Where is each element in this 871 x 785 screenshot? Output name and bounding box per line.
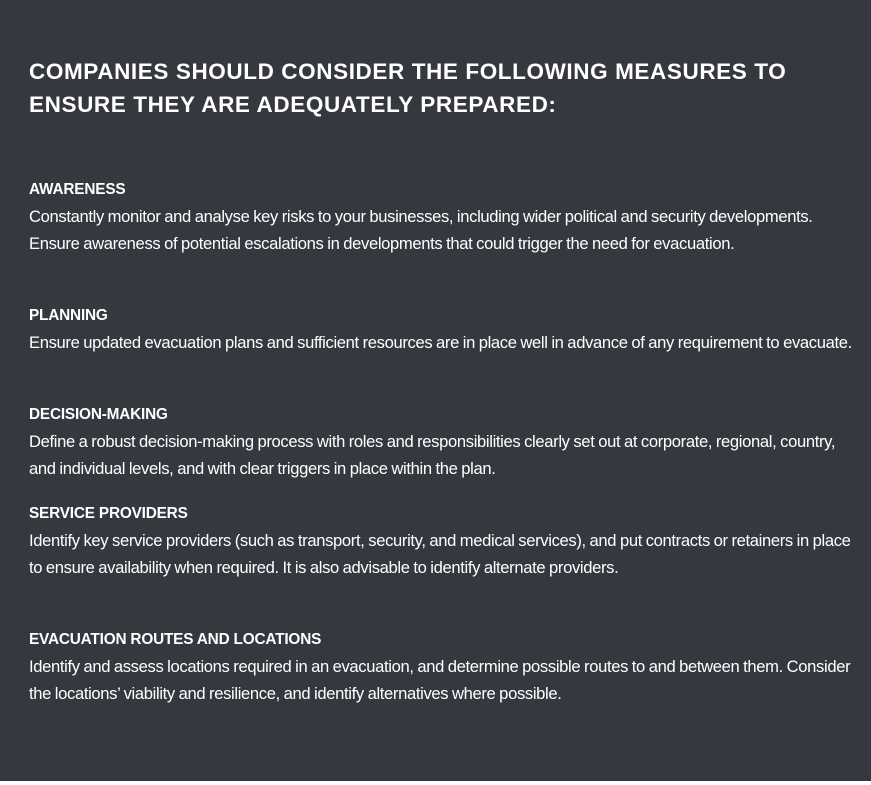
section-body: Ensure updated evacuation plans and sufficient resources are in place well in advance of any requirement to evacuate. (29, 333, 852, 352)
section-evacuation-routes (29, 630, 859, 707)
page-title: COMPANIES SHOULD CONSIDER THE FOLLOWING MEASURES TO ENSURE THEY ARE ADEQUATELY PREPARED: (29, 59, 787, 117)
section-body: Identify key service providers (such as transport, security, and medical services), and put contracts or retainers in place to ensure availability when required. It is also advisable to identify alternate providers. (29, 531, 851, 577)
section-heading: PLANNING (29, 307, 108, 324)
section-heading: EVACUATION ROUTES AND LOCATIONS (29, 631, 322, 648)
section-awareness (29, 180, 859, 257)
section-body: Constantly monitor and analyse key risks to your businesses, including wider political and security developments. Ensure awareness of potential escalations in developments that could trigger the need for evacuation. (29, 207, 813, 253)
section-heading: DECISION-MAKING (29, 406, 168, 423)
section-heading: SERVICE PROVIDERS (29, 505, 188, 522)
section-body: Identify and assess locations required in an evacuation, and determine possible routes to and between them. Consider the locations’ viability and resilience, and identify alternatives where possible. (29, 657, 851, 703)
section-body: Define a robust decision-making process with roles and responsibilities clearly set out at corporate, regional, country, and individual levels, and with clear triggers in place within the plan. (29, 432, 836, 478)
section-service-providers (29, 504, 859, 581)
section-planning (29, 306, 859, 356)
section-decision-making (29, 405, 859, 482)
section-heading: AWARENESS (29, 181, 126, 198)
